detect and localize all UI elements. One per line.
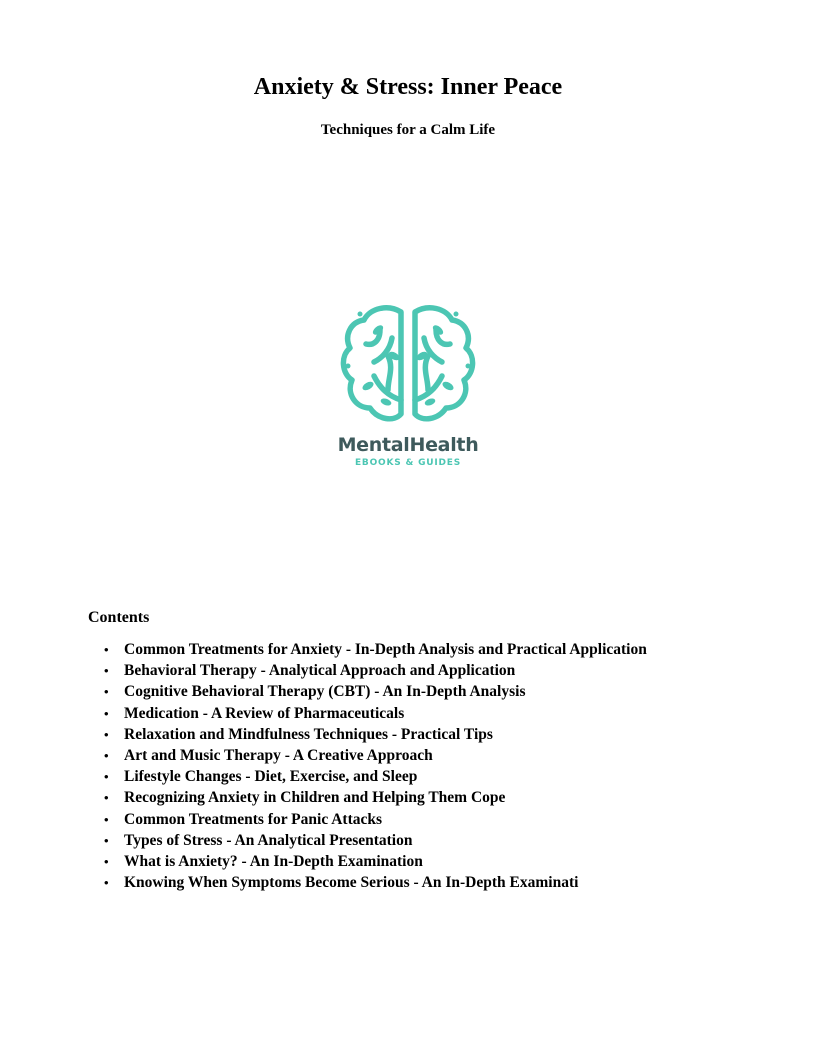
bullet-icon: • <box>104 875 109 891</box>
contents-item-label: Cognitive Behavioral Therapy (CBT) - An In-Depth Analysis <box>124 683 526 701</box>
mental-health-logo <box>308 300 508 475</box>
bullet-icon: • <box>104 705 109 721</box>
bullet-icon: • <box>104 790 109 806</box>
contents-item-label: Recognizing Anxiety in Children and Helping Them Cope <box>124 789 506 807</box>
bullet-icon: • <box>104 853 109 869</box>
bullet-icon: • <box>104 769 109 785</box>
contents-item <box>88 745 768 766</box>
contents-item <box>88 851 768 872</box>
logo-tagline: EBOOKS & GUIDES <box>354 458 462 468</box>
contents-item-label: What is Anxiety? - An In-Depth Examination <box>124 852 423 870</box>
contents-list <box>88 639 768 893</box>
contents-item <box>88 766 768 787</box>
contents-item-label: Relaxation and Mindfulness Techniques - Practical Tips <box>124 725 493 743</box>
contents-item-label: Behavioral Therapy - Analytical Approach and Application <box>124 662 516 680</box>
brain-tree-icon <box>308 300 508 430</box>
contents-item <box>88 872 768 893</box>
contents-item <box>88 703 768 724</box>
contents-item <box>88 830 768 851</box>
contents-item <box>88 724 768 745</box>
bullet-icon: • <box>104 811 109 827</box>
bullet-icon: • <box>104 663 109 679</box>
bullet-icon: • <box>104 684 109 700</box>
contents-item <box>88 681 768 702</box>
page-title: Anxiety & Stress: Inner Peace <box>253 74 563 100</box>
contents-item-label: Art and Music Therapy - A Creative Approach <box>124 746 433 764</box>
logo-wordmark: MentalHealth <box>337 434 479 456</box>
contents-item-label: Lifestyle Changes - Diet, Exercise, and Sleep <box>124 768 418 786</box>
bullet-icon: • <box>104 642 109 657</box>
contents-item <box>88 809 768 830</box>
bullet-icon: • <box>104 747 109 763</box>
contents-item-label: Common Treatments for Panic Attacks <box>124 810 383 828</box>
contents-heading: Contents <box>88 609 150 626</box>
bullet-icon: • <box>104 726 109 742</box>
page-subtitle: Techniques for a Calm Life <box>320 122 496 138</box>
contents-item-label: Knowing When Symptoms Become Serious - An In-Depth Examinati <box>124 874 579 892</box>
contents-item <box>88 660 768 681</box>
contents-item-label: Medication - A Review of Pharmaceuticals <box>124 704 405 722</box>
contents-item-label: Types of Stress - An Analytical Presentation <box>124 831 413 849</box>
bullet-icon: • <box>104 832 109 848</box>
contents-item <box>88 787 768 808</box>
contents-item-label: Common Treatments for Anxiety - In-Depth Analysis and Practical Application <box>124 641 647 658</box>
contents-item <box>88 639 768 660</box>
